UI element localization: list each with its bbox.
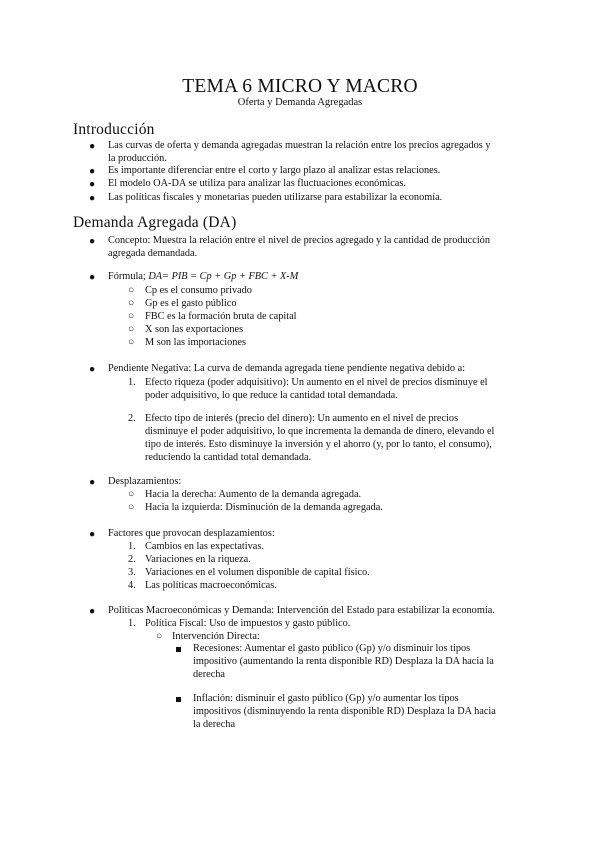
- list-item-text: poder adquisitivo, lo que reduce la cantidad total demandada.: [145, 390, 398, 401]
- formula: DA= PIB = Cp + Gp + FBC + X-M: [148, 271, 299, 282]
- list-item-text: Inflación: disminuir el gasto público (Gp) y/o aumentar los tipos: [193, 693, 459, 704]
- list-item-text: Recesiones: Aumentar el gasto público (Gp) y/o disminuir los tipos: [193, 643, 471, 654]
- list-number: 2.: [128, 554, 136, 565]
- concept-text: Concepto: Muestra la relación entre el nivel de precios agregado y la cantidad de producción: [108, 235, 490, 246]
- list-number: 4.: [128, 580, 136, 591]
- bullet-dot: ●: [89, 477, 96, 488]
- formula-line: [108, 270, 298, 283]
- list-item-text: Cp es el consumo privado: [145, 285, 252, 296]
- list-item-text: X son las exportaciones: [145, 324, 244, 335]
- list-item-text: Efecto tipo de interés (precio del dinero): Un aumento en el nivel de precios: [145, 413, 459, 424]
- slope-text: Pendiente Negativa: La curva de demanda agregada tiene pendiente negativa debido a:: [108, 363, 466, 374]
- list-item-text: Las políticas macroeconómicas.: [145, 580, 277, 591]
- bullet-dot: ●: [89, 272, 96, 283]
- list-item-text: Variaciones en el volumen disponible de capital físico.: [145, 567, 370, 578]
- factors-text: Factores que provocan desplazamientos:: [108, 528, 275, 539]
- list-item-text: reduciendo la cantidad total demandada.: [145, 452, 312, 463]
- list-item-text: Hacia la derecha: Aumento de la demanda agregada.: [145, 489, 362, 500]
- bullet-circle: ○: [128, 324, 135, 335]
- list-item-text: Es importante diferenciar entre el corto y largo plazo al analizar estas relaciones.: [108, 165, 441, 176]
- bullet-dot: ●: [89, 236, 96, 247]
- list-item-text: Cambios en las expectativas.: [145, 541, 264, 552]
- bullet-circle: ○: [128, 502, 135, 513]
- list-item-text: derecha: [193, 669, 226, 680]
- bullet-circle: ○: [128, 298, 135, 309]
- list-item-text: FBC es la formación bruta de capital: [145, 311, 297, 322]
- list-item-text: Política Fiscal: Uso de impuestos y gasto público.: [145, 618, 351, 629]
- list-number: 1.: [128, 377, 136, 388]
- bullet-circle: ○: [128, 311, 135, 322]
- bullet-circle: ○: [128, 285, 135, 296]
- bullet-square: [176, 697, 181, 702]
- bullet-dot: ●: [89, 141, 96, 152]
- list-item-text: tipo de interés. Esto disminuye la inversión y el ahorro (y, por lo tanto, el consumo),: [145, 439, 492, 450]
- section-heading-intro: Introducción: [73, 121, 155, 138]
- list-item-text: Gp es el gasto público: [145, 298, 237, 309]
- list-number: 1.: [128, 618, 136, 629]
- bullet-dot: ●: [89, 166, 96, 177]
- list-number: 3.: [128, 567, 136, 578]
- list-item-text: impositivo (aumentando la renta disponible RD) Desplaza la DA hacia la: [193, 656, 494, 667]
- bullet-circle: ○: [128, 337, 135, 348]
- bullet-dot: ●: [89, 606, 96, 617]
- page-title: TEMA 6 MICRO Y MACRO: [182, 76, 418, 97]
- list-item-text: M son las importaciones: [145, 337, 246, 348]
- list-item-text: impositivos (disminuyendo la renta disponible RD) Desplaza la DA hacia: [193, 706, 496, 717]
- list-item-text: Intervención Directa:: [172, 631, 260, 642]
- list-number: 1.: [128, 541, 136, 552]
- list-item-text: Las curvas de oferta y demanda agregadas muestran la relación entre los precios agregados y: [108, 140, 491, 151]
- formula-label: Fórmula;: [108, 271, 149, 282]
- policies-text: Políticas Macroeconómicas y Demanda: Intervención del Estado para estabilizar la economía.: [108, 605, 495, 616]
- bullet-dot: ●: [89, 179, 96, 190]
- page-subtitle: Oferta y Demanda Agregadas: [237, 97, 363, 108]
- bullet-dot: ●: [89, 364, 96, 375]
- list-item-text: El modelo OA-DA se utiliza para analizar las fluctuaciones económicas.: [108, 178, 406, 189]
- bullet-circle: ○: [128, 489, 135, 500]
- list-item-text: la derecha: [193, 719, 236, 730]
- bullet-dot: ●: [89, 529, 96, 540]
- list-item-text: disminuye el poder adquisitivo, lo que incrementa la demanda de dinero, elevando el: [145, 426, 495, 437]
- shifts-text: Desplazamientos:: [108, 476, 182, 487]
- list-item-text: la producción.: [108, 153, 167, 164]
- list-item-text: Las políticas fiscales y monetarias pueden utilizarse para estabilizar la economía.: [108, 192, 443, 203]
- list-number: 2.: [128, 413, 136, 424]
- bullet-square: [176, 647, 181, 652]
- section-heading-da: Demanda Agregada (DA): [73, 214, 237, 231]
- list-item-text: Variaciones en la riqueza.: [145, 554, 251, 565]
- list-item-text: Hacia la izquierda: Disminución de la demanda agregada.: [145, 502, 383, 513]
- concept-text: agregada demandada.: [108, 248, 198, 259]
- bullet-dot: ●: [89, 193, 96, 204]
- bullet-circle: ○: [156, 631, 163, 642]
- list-item-text: Efecto riqueza (poder adquisitivo): Un aumento en el nivel de precios disminuye el: [145, 377, 488, 388]
